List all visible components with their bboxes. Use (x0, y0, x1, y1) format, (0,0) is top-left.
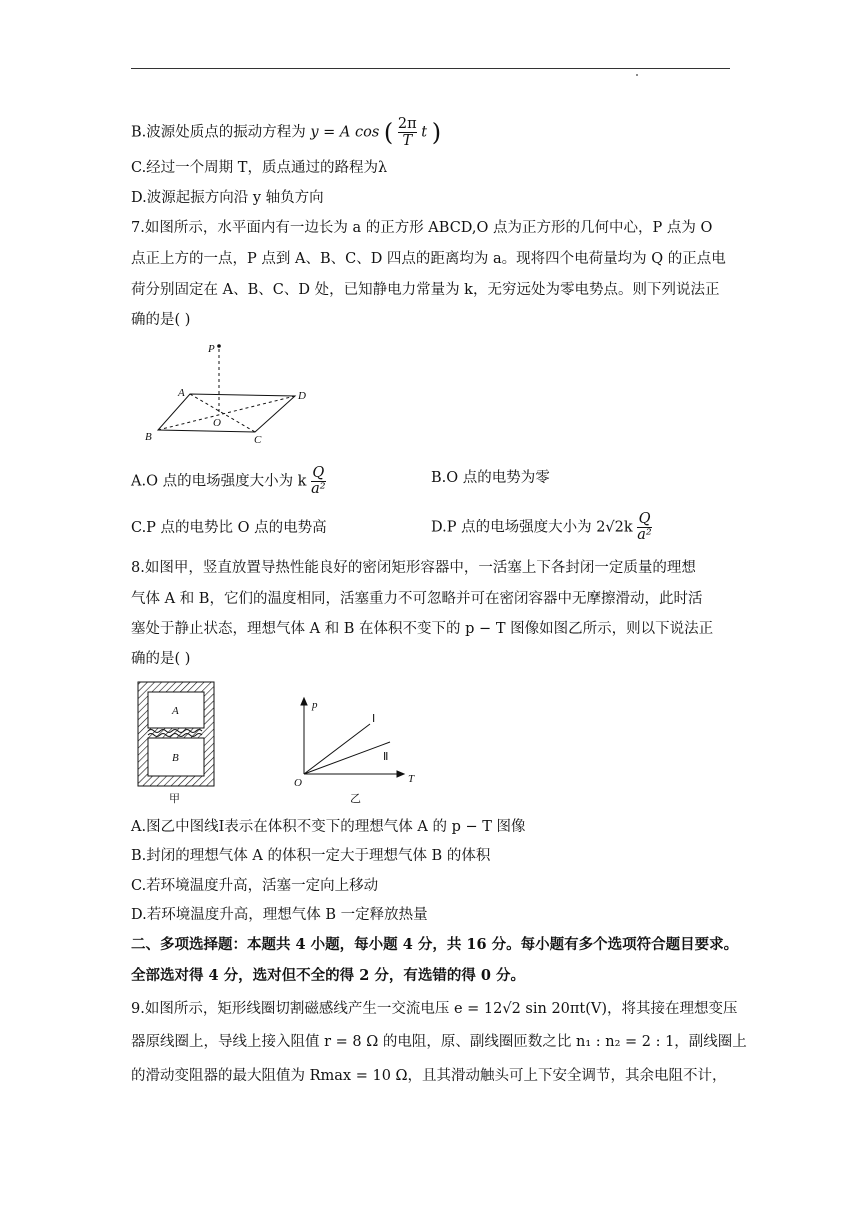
q7-option-a (131, 466, 326, 497)
q8-option-a: A.图乙中图线Ⅰ表示在体积不变下的理想气体 A 的 p − T 图像 (131, 819, 526, 835)
q6-option-c: C.经过一个周期 T，质点通过的路程为λ (131, 160, 388, 176)
q6-option-b-formula: y = A cos ( $\frac{2\pi}{T}$ t ) (310, 116, 442, 149)
yi-axis-t: T (408, 773, 415, 785)
q7-stem-line-4: 确的是( ) (131, 312, 191, 328)
q7-d-num: Q (638, 511, 651, 527)
q7-option-b: B.O 点的电势为零 (431, 470, 550, 486)
formula-den: T (402, 133, 413, 149)
formula-num: 2π (397, 116, 417, 132)
jia-label-b: B (172, 752, 179, 764)
q6-option-d: D.波源起振方向沿 y 轴负方向 (131, 190, 324, 206)
yi-line-ii: Ⅱ (383, 751, 389, 763)
q9-stem-line-2: 器原线圈上，导线上接入阻值 r = 8 Ω 的电阻，原、副线圈匝数之比 n₁ : n₂ = 2 : 1，副线圈上 (131, 1034, 747, 1050)
q7-option-c: C.P 点的电势比 O 点的电势高 (131, 520, 327, 536)
section2-heading-line-2: 全部选对得 4 分，选对但不全的得 2 分，有选错的得 0 分。 (131, 967, 526, 984)
label-p: P (208, 343, 215, 355)
q8-option-b: B.封闭的理想气体 A 的体积一定大于理想气体 B 的体积 (131, 848, 491, 864)
q8-stem-line-1: 8.如图甲，竖直放置导热性能良好的密闭矩形容器中，一活塞上下各封闭一定质量的理想 (131, 560, 696, 576)
q7-a-den: a² (311, 481, 326, 497)
label-b: B (145, 431, 152, 443)
q7-option-a-text: A.O 点的电场强度大小为 k (131, 473, 307, 490)
q8-option-c: C.若环境温度升高，活塞一定向上移动 (131, 878, 379, 894)
formula-left: y = A cos (310, 124, 380, 141)
q8-stem-line-2: 气体 A 和 B，它们的温度相同，活塞重力不可忽略并可在密闭容器中无摩擦滑动，此时活 (131, 591, 703, 607)
q7-a-num: Q (312, 465, 325, 481)
yi-line-i: Ⅰ (372, 713, 376, 725)
formula-right: t (421, 124, 428, 141)
jia-caption: 甲 (169, 792, 180, 805)
q7-stem-line-3: 荷分别固定在 A、B、C、D 处，已知静电力常量为 k，无穷远处为零电势点。则下列说法正 (131, 282, 720, 298)
q8-figure-jia-container (130, 678, 230, 808)
q8-option-d: D.若环境温度升高，理想气体 B 一定释放热量 (131, 907, 428, 923)
label-o: O (213, 417, 221, 429)
label-a: A (178, 387, 185, 399)
q7-figure-square (140, 336, 310, 448)
header-dot (636, 74, 638, 76)
section2-heading-line-1: 二、多项选择题：本题共 4 小题，每小题 4 分，共 16 分。每小题有多个选项符合题目要求。 (131, 936, 739, 953)
q9-stem-line-1: 9.如图所示，矩形线圈切割磁感线产生一交流电压 e = 12√2 sin 20πt(V)，将其接在理想变压 (131, 1001, 738, 1017)
q7-stem-line-2: 点正上方的一点，P 点到 A、B、C、D 四点的距离均为 a。现将四个电荷量均为 Q 的正点电 (131, 251, 726, 267)
yi-origin: O (294, 777, 302, 789)
label-c: C (254, 434, 262, 446)
yi-caption: 乙 (350, 792, 361, 805)
q7-d-den: a² (637, 527, 652, 543)
q8-figure-yi-graph (290, 694, 420, 806)
q7-stem-line-1: 7.如图所示，水平面内有一边长为 a 的正方形 ABCD,O 点为正方形的几何中心，P 点为 O (131, 220, 713, 236)
q6-option-b (131, 116, 441, 149)
header-rule (131, 68, 730, 69)
q8-stem-line-4: 确的是( ) (131, 651, 191, 667)
q9-stem-line-3: 的滑动变阻器的最大阻值为 Rmax = 10 Ω，且其滑动触头可上下安全调节，其余电阻不计， (131, 1068, 727, 1084)
q8-stem-line-3: 塞处于静止状态，理想气体 A 和 B 在体积不变下的 p − T 图像如图乙所示，则以下说法正 (131, 621, 714, 637)
q7-option-d (431, 512, 652, 543)
label-d: D (298, 390, 306, 402)
q7-option-d-text: D.P 点的电场强度大小为 2√2k (431, 519, 633, 536)
jia-label-a: A (172, 705, 179, 717)
q6-option-b-text: B.波源处质点的振动方程为 (131, 124, 306, 141)
yi-axis-p: p (312, 699, 318, 711)
